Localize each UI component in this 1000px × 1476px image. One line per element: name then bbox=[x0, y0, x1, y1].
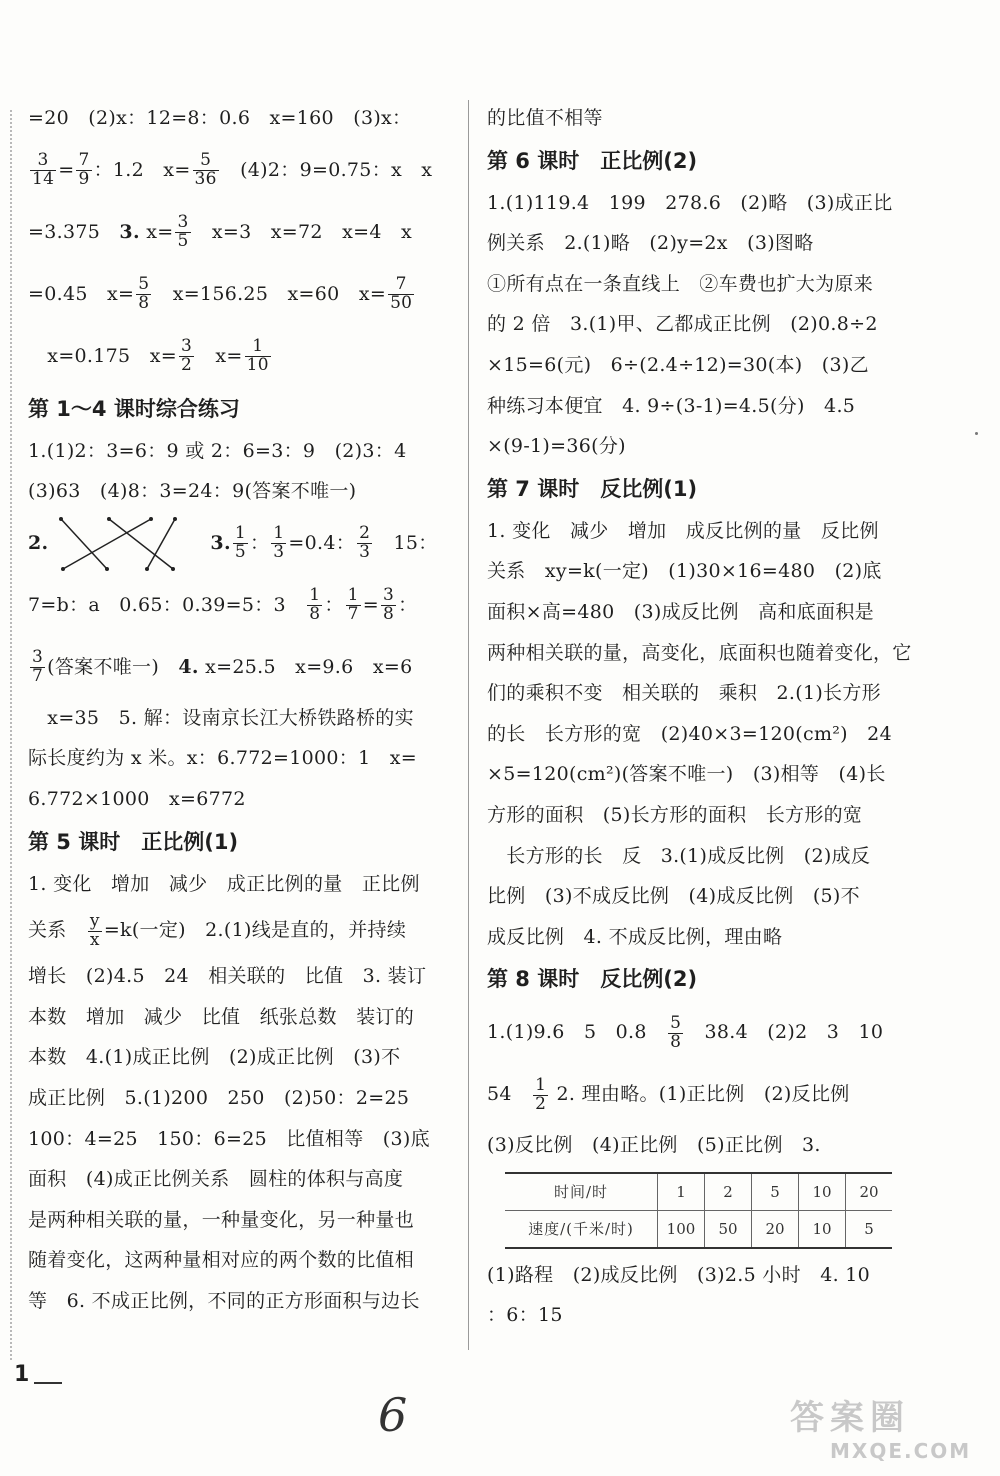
text-line: (3)反比例 (4)正比例 (5)正比例 3. bbox=[487, 1134, 821, 1157]
text-line: (3)63 (4)8：3=24：9(答案不唯一) bbox=[28, 480, 357, 503]
fraction: $\frac{3}{5}$ bbox=[177, 212, 189, 252]
site-watermark bbox=[790, 1390, 990, 1470]
fraction: $\frac{1}{3}$ bbox=[273, 523, 285, 563]
table-cell: 50 bbox=[705, 1210, 752, 1248]
fraction: $\frac{1}{5}$ bbox=[234, 523, 246, 563]
table-cell: 100 bbox=[658, 1210, 705, 1248]
table-row bbox=[505, 1173, 892, 1211]
table-header-cell: 速度/(千米/时) bbox=[505, 1210, 658, 1248]
table-cell: 10 bbox=[799, 1210, 846, 1248]
text-line: 54 $\frac{1}{2}$ 2. 理由略。(1)正比例 (2)反比例 bbox=[487, 1074, 850, 1114]
fraction: $\frac{1}{7}$ bbox=[347, 585, 359, 625]
table-header-cell: 时间/时 bbox=[505, 1173, 658, 1211]
text-line: 本数 增加 减少 比值 纸张总数 装订的 bbox=[28, 1005, 415, 1028]
page-number: 1 bbox=[14, 1362, 30, 1387]
stray-dot bbox=[975, 432, 978, 435]
text-line: x=0.175 x= $\frac{3}{2}$ x= $\frac{1}{10}$ bbox=[28, 336, 269, 376]
watermark-url: MXQE.COM bbox=[830, 1439, 972, 1463]
matching-lines-diagram bbox=[55, 515, 185, 573]
text-line: ①所有点在一条直线上 ②车费也扩大为原来 bbox=[487, 272, 874, 295]
table-cell: 5 bbox=[846, 1210, 893, 1248]
text-line: =20 (2)x：12=8：0.6 x=160 (3)x： bbox=[28, 107, 412, 129]
text-line: 100：4=25 150：6=25 比值相等 (3)底 bbox=[28, 1127, 430, 1150]
fraction: $\frac{3}{14}$ bbox=[32, 150, 55, 190]
fraction: $\frac{7}{50}$ bbox=[390, 274, 413, 314]
page-number-dash bbox=[34, 1382, 62, 1384]
table-cell: 2 bbox=[705, 1173, 752, 1211]
text-line: 本数 4.(1)成正比例 (2)成正比例 (3)不 bbox=[28, 1046, 401, 1069]
section-heading: 第 6 课时 正比例(2) bbox=[487, 148, 698, 173]
watermark-title: 答案圈 bbox=[790, 1398, 910, 1438]
left-column bbox=[28, 98, 448, 1322]
fraction: $\frac{5}{8}$ bbox=[670, 1012, 682, 1052]
text-line: =3.375 3. x= $\frac{3}{5}$ x=3 x=72 x=4 x bbox=[28, 212, 413, 252]
text-line: 们的乘积不变 相关联的 乘积 2.(1)长方形 bbox=[487, 682, 881, 705]
text-line: ×5=120(cm²)(答案不唯一) (3)相等 (4)长 bbox=[487, 763, 886, 786]
text-line: 关系 xy=k(一定) (1)30×16=480 (2)底 bbox=[487, 560, 882, 583]
text-line: 成反比例 4. 不成反比例，理由略 bbox=[487, 925, 783, 948]
fraction: $\frac{7}{9}$ bbox=[78, 150, 90, 190]
fraction: $\frac{2}{3}$ bbox=[359, 523, 371, 563]
text-line: 的长 长方形的宽 (2)40×3=120(cm²) 24 bbox=[487, 722, 892, 745]
text-line: (1)路程 (2)成反比例 (3)2.5 小时 4. 10 bbox=[487, 1263, 871, 1286]
section-heading: 第 1～4 课时综合练习 bbox=[28, 396, 240, 421]
text-line: 长方形的长 反 3.(1)成反比例 (2)成反 bbox=[487, 844, 871, 867]
text-line: x=35 5. 解：设南京长江大桥铁路桥的实 bbox=[28, 706, 414, 729]
text-line: $\frac{3}{7}$ (答案不唯一) 4. x=25.5 x=9.6 x=6 bbox=[32, 647, 413, 687]
right-column bbox=[487, 98, 912, 1336]
text-line: 7=b：a 0.65：0.39=5：3 $\frac{1}{8}$ ： $\frac{1}{7}$ = $\frac{3}{8}$ ： bbox=[28, 585, 418, 625]
table-row bbox=[505, 1210, 892, 1248]
text-line: 增长 (2)4.5 24 相关联的 比值 3. 装订 bbox=[28, 965, 427, 988]
table-cell: 10 bbox=[799, 1173, 846, 1211]
text-line: 1. 变化 减少 增加 成反比例的量 反比例 bbox=[487, 519, 879, 542]
text-line: 成正比例 5.(1)200 250 (2)50：2=25 bbox=[28, 1086, 410, 1109]
time-speed-table bbox=[505, 1172, 892, 1249]
text-line: 2. 3. $\frac{1}{5}$ ： $\frac{1}{3}$ =0.4： $\frac{2}{3}$ 15： bbox=[28, 512, 448, 574]
text-line: 1. 变化 增加 减少 成正比例的量 正比例 bbox=[28, 872, 420, 895]
table-cell: 1 bbox=[658, 1173, 705, 1211]
text-line: 例关系 2.(1)略 (2)y=2x (3)图略 bbox=[487, 232, 814, 255]
fraction: $\frac{3}{2}$ bbox=[180, 336, 193, 376]
fraction: $\frac{5}{8}$ bbox=[138, 274, 150, 314]
table-cell: 20 bbox=[846, 1173, 893, 1211]
fraction: $\frac{3}{7}$ bbox=[32, 647, 44, 687]
text-line: 比例 (3)不成反比例 (4)成反比例 (5)不 bbox=[487, 885, 860, 908]
text-line: 随着变化，这两种量相对应的两个数的比值相 bbox=[28, 1249, 415, 1272]
text-line: ×(9-1)=36(分) bbox=[487, 435, 626, 458]
text-line: 面积 (4)成正比例关系 圆柱的体积与高度 bbox=[28, 1168, 404, 1191]
text-line: $\frac{3}{14}$ = $\frac{7}{9}$ ：1.2 x= $\frac{5}{36}$ (4)2：9=0.75：x x bbox=[32, 150, 433, 190]
text-line: ：6：15 bbox=[487, 1304, 563, 1327]
text-line: 1.(1)9.6 5 0.8 $\frac{5}{8}$ 38.4 (2)2 3 10 bbox=[487, 1012, 884, 1052]
fraction: $\frac{1}{2}$ bbox=[535, 1074, 547, 1114]
text-line: 的 2 倍 3.(1)甲、乙都成正比例 (2)0.8÷2 bbox=[487, 313, 878, 336]
fraction: $\frac{3}{8}$ bbox=[383, 585, 395, 625]
text-line: 1.(1)2：3=6：9 或 2：6=3：9 (2)3：4 bbox=[28, 439, 407, 462]
text-line: ×15=6(元) 6÷(2.4÷12)=30(本) (3)乙 bbox=[487, 353, 869, 376]
column-divider bbox=[468, 100, 469, 1350]
text-line: 面积×高=480 (3)成反比例 高和底面积是 bbox=[487, 600, 874, 623]
handwritten-note: 6 bbox=[378, 1388, 408, 1442]
text-line: 6.772×1000 x=6772 bbox=[28, 787, 246, 810]
binding-margin-dots bbox=[10, 110, 12, 1360]
fraction: $\frac{1}{8}$ bbox=[309, 585, 321, 625]
text-line: 际长度约为 x 米。x：6.772=1000：1 x= bbox=[28, 747, 418, 770]
table-cell: 5 bbox=[752, 1173, 799, 1211]
section-heading: 第 8 课时 反比例(2) bbox=[487, 967, 698, 992]
fraction: $\frac{1}{10}$ bbox=[246, 336, 269, 376]
section-heading: 第 7 课时 反比例(1) bbox=[487, 476, 698, 501]
table-cell: 20 bbox=[752, 1210, 799, 1248]
text-line: 是两种相关联的量，一种量变化，另一种量也 bbox=[28, 1208, 415, 1231]
fraction: $\frac{y}{x}$ bbox=[89, 910, 100, 950]
text-line: 种练习本便宜 4. 9÷(3-1)=4.5(分) 4.5 bbox=[487, 394, 856, 417]
text-line: 1.(1)119.4 199 278.6 (2)略 (3)成正比 bbox=[487, 191, 893, 214]
text-line: 的比值不相等 bbox=[487, 107, 603, 129]
text-line: 等 6. 不成正比例，不同的正方形面积与边长 bbox=[28, 1289, 420, 1312]
section-heading: 第 5 课时 正比例(1) bbox=[28, 829, 239, 854]
text-line: 两种相关联的量，高变化，底面积也随着变化，它 bbox=[487, 641, 912, 664]
fraction: $\frac{5}{36}$ bbox=[194, 150, 217, 190]
text-line: 关系 $\frac{y}{x}$ =k(一定) 2.(1)线是直的，并持续 bbox=[28, 910, 407, 950]
text-line: =0.45 x= $\frac{5}{8}$ x=156.25 x=60 x= $\frac{7}{50}$ bbox=[28, 274, 413, 314]
text-line: 方形的面积 (5)长方形的面积 长方形的宽 bbox=[487, 803, 863, 826]
